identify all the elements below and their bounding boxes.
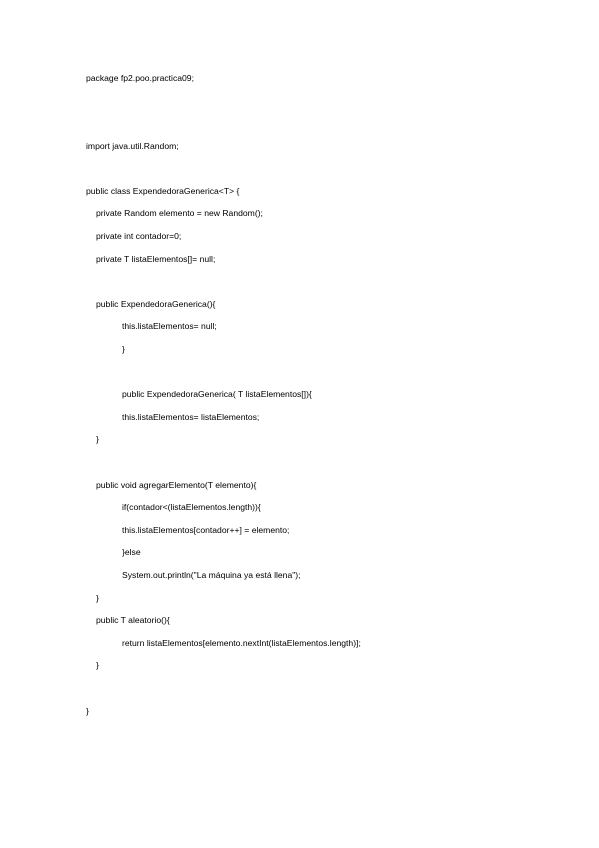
code-line-class-declaration: public class ExpendedoraGenerica<T> { xyxy=(86,186,240,196)
code-line-field-random: private Random elemento = new Random(); xyxy=(96,208,263,218)
code-line-if-condition: if(contador<(listaElementos.length)){ xyxy=(122,502,261,512)
code-line-close-brace: } xyxy=(96,593,99,603)
code-line-close-brace: } xyxy=(96,434,99,444)
code-line-close-brace: } xyxy=(96,660,99,670)
code-line-return: return listaElementos[elemento.nextInt(listaElementos.length)]; xyxy=(122,638,361,648)
code-line-class-close-brace: } xyxy=(86,706,89,716)
code-line-package: package fp2.poo.practica09; xyxy=(86,73,194,83)
code-line-println: System.out.println("La máquina ya está llena"); xyxy=(122,570,301,580)
code-line-constructor-empty: public ExpendedoraGenerica(){ xyxy=(96,299,216,309)
code-line-constructor-param: public ExpendedoraGenerica( T listaElementos[]){ xyxy=(122,389,312,399)
code-line-method-aleatorio: public T aleatorio(){ xyxy=(96,615,170,625)
code-line-assign-null: this.listaElementos= null; xyxy=(122,321,217,331)
code-line-assign-element: this.listaElementos[contador++] = elemento; xyxy=(122,525,290,535)
code-line-assign-param: this.listaElementos= listaElementos; xyxy=(122,412,260,422)
code-line-field-lista: private T listaElementos[]= null; xyxy=(96,254,216,264)
code-line-else: }else xyxy=(122,547,141,557)
code-line-close-brace: } xyxy=(122,344,125,354)
code-line-field-contador: private int contador=0; xyxy=(96,231,182,241)
code-line-method-agregar: public void agregarElemento(T elemento){ xyxy=(96,480,257,490)
code-line-import: import java.util.Random; xyxy=(86,141,179,151)
